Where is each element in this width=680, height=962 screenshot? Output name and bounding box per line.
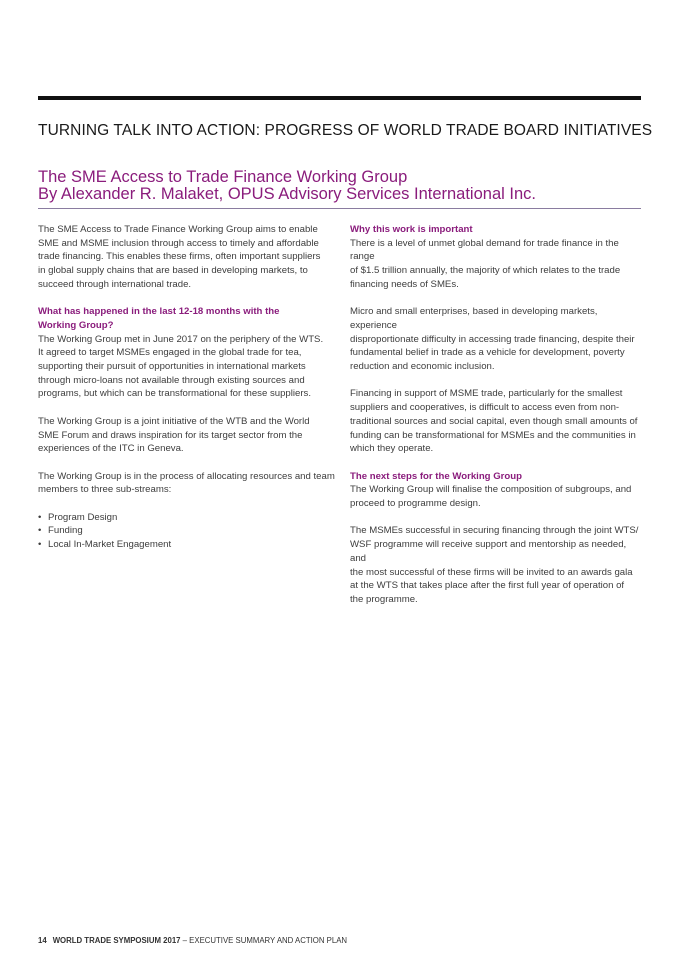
article-title: The SME Access to Trade Finance Working Group	[38, 168, 408, 186]
top-rule	[38, 96, 641, 100]
heading-next-steps: The next steps for the Working Group	[350, 470, 522, 482]
page-footer	[38, 936, 347, 945]
left-column	[38, 223, 338, 552]
page-number: 14	[38, 936, 47, 945]
paragraph-meeting: The Working Group met in June 2017 on the periphery of the WTS. It agreed to target MSMEs engaged in the global trade for tea, supporting their pursuit of opportunities in international markets through micro-loans not available through existing sources and programs, but which can be transformational for these suppliers.	[38, 333, 324, 400]
list-item: • Funding	[38, 524, 338, 538]
publication-subtitle: – EXECUTIVE SUMMARY AND ACTION PLAN	[180, 936, 348, 945]
list-item: • Program Design	[38, 511, 338, 525]
paragraph-unmet-demand: There is a level of unmet global demand for trade finance in the range of $1.5 trillion annually, the majority of which relates to the trade financing needs of SMEs.	[350, 237, 621, 290]
paragraph-joint-initiative: The Working Group is a joint initiative of the WTB and the World SME Forum and draws inspiration for its target sector from the experiences of the ITC in Geneva.	[38, 415, 310, 455]
publication-name: WORLD TRADE SYMPOSIUM 2017	[52, 936, 181, 945]
sub-stream-list	[38, 511, 338, 552]
right-column	[350, 223, 642, 620]
title-rule	[38, 208, 641, 209]
article-byline: By Alexander R. Malaket, OPUS Advisory Services International Inc.	[38, 185, 536, 203]
intro-paragraph: The SME Access to Trade Finance Working Group aims to enable SME and MSME inclusion through access to timely and affordable trade financing. This enables these firms, often important suppliers in global supply chains that are based in developing markets, to succeed through international trade.	[38, 224, 321, 290]
paragraph-micro-enterprises: Micro and small enterprises, based in developing markets, experience disproportionate difficulty in accessing trade financing, despite their fundamental belief in trade as a vehicle for development, poverty reduction and economic inclusion.	[350, 306, 635, 373]
paragraph-sub-streams: The Working Group is in the process of allocating resources and team members to three sub-streams:	[38, 470, 335, 496]
heading-what-happened: What has happened in the last 12-18 months with the Working Group?	[38, 306, 280, 331]
list-item: • Local In-Market Engagement	[38, 538, 338, 552]
paragraph-msmes-successful: The MSMEs successful in securing financing through the joint WTS/ WSF programme will receive support and mentorship as needed, and the most successful of these firms will be invited to an awards gala at the WTS that takes place after the first full year of operation of the programme.	[350, 525, 639, 605]
paragraph-financing-support: Financing in support of MSME trade, particularly for the smallest suppliers and cooperatives, is difficult to access even from non- traditional sources and social capital, even though small amounts of funding can be transformational for MSMEs and the communities in which they operate.	[350, 388, 638, 455]
heading-why-important: Why this work is important	[350, 224, 473, 235]
paragraph-finalise: The Working Group will finalise the composition of subgroups, and proceed to programme design.	[350, 484, 632, 510]
section-title: TURNING TALK INTO ACTION: PROGRESS OF WORLD TRADE BOARD INITIATIVES	[38, 122, 653, 139]
